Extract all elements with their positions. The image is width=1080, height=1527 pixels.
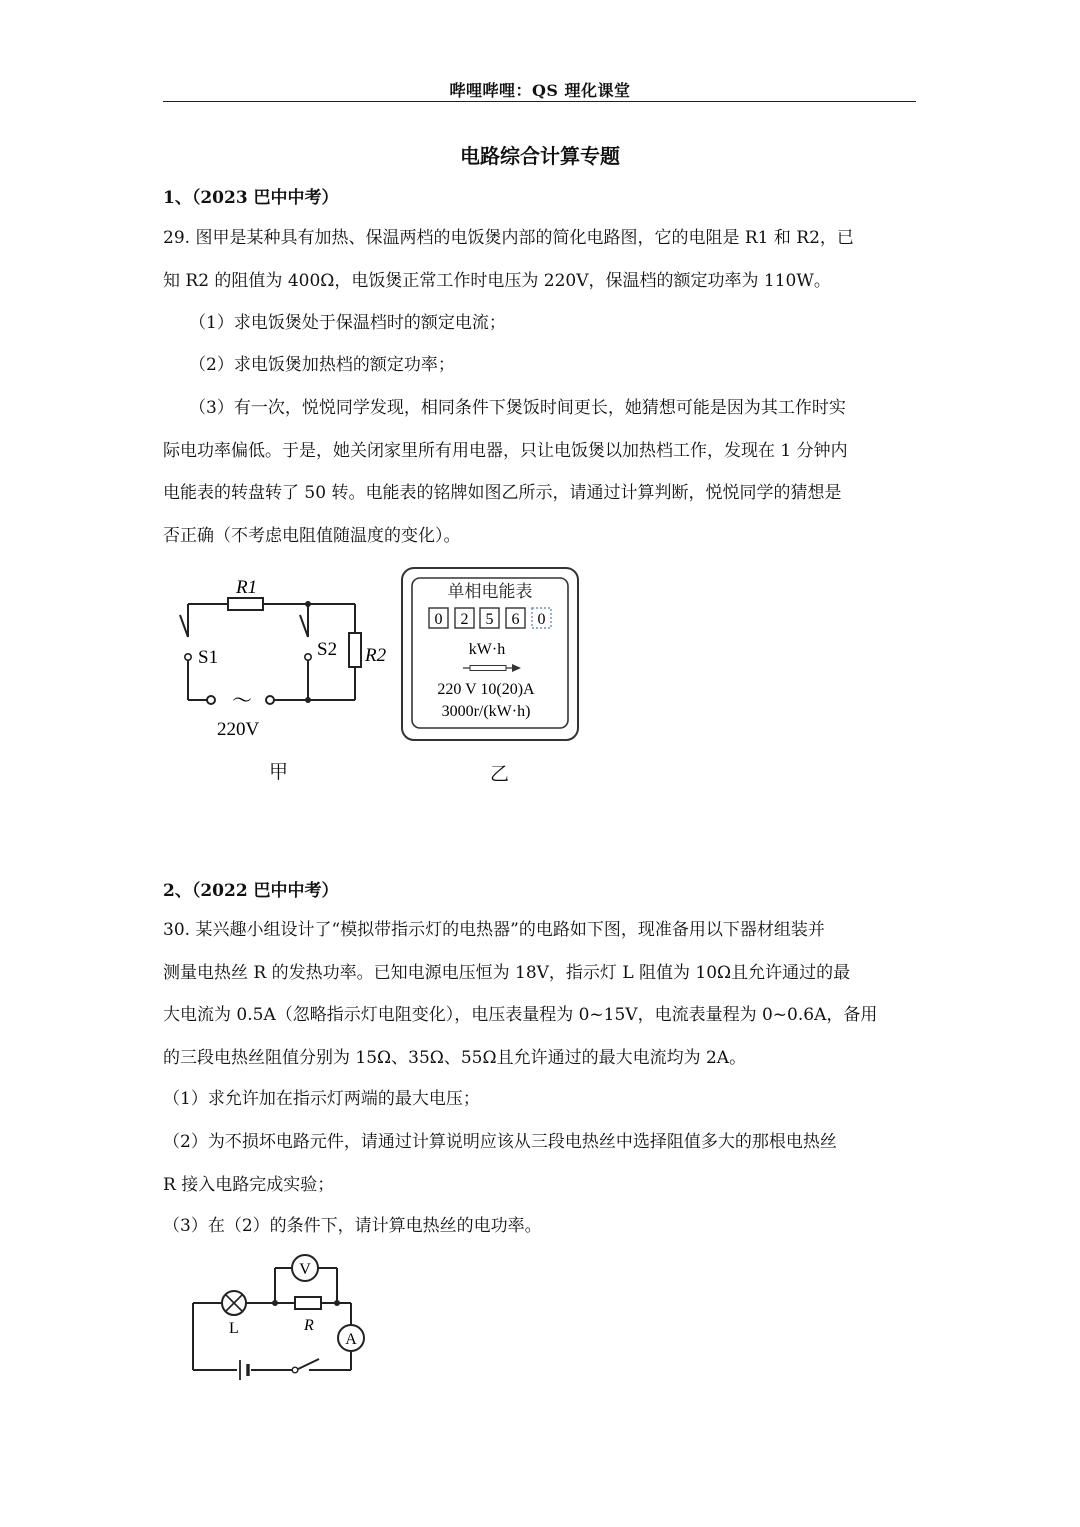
figure-heater-circuit: [170, 565, 400, 745]
figure-caption-jia: 甲: [269, 761, 289, 783]
meter-digit: 6: [511, 611, 520, 628]
q2-stem: 30. 某兴趣小组设计了“模拟带指示灯的电热器”的电路如下图，现准备用以下器材组装并 测量电热丝 R 的发热功率。已知电源电压恒为 18V，指示灯 L 阻值为 10Ω且允许通过的最 大电流为 0.5A（忽略指示灯电阻变化），电压表量程为 0~15V，电流表量程为 0~0.6A，备用 的三段电热丝阻值分别为 15Ω、35Ω、55Ω且允许通过的最大电流均为 2A。: [163, 920, 878, 1068]
label-s1: S1: [198, 647, 219, 668]
resistor-r: [295, 1297, 321, 1309]
label-220v: 220V: [217, 719, 260, 740]
q2-part-1: （1）求允许加在指示灯两端的最大电压；: [163, 1089, 480, 1109]
q2-source: 2、（2022 巴中中考）: [163, 881, 339, 901]
voltmeter-label: V: [299, 1261, 311, 1278]
switch-s2: [300, 615, 308, 637]
meter-unit: kW·h: [468, 641, 506, 658]
q2-part-2: （2）为不损坏电路元件，请通过计算说明应该从三段电热丝中选择阻值多大的那根电热丝 R 接入电路完成实验；: [163, 1132, 837, 1195]
lamp-label: L: [229, 1320, 239, 1337]
q1-stem-line-1: 29. 图甲是某种具有加热、保温两档的电饭煲内部的简化电路图，它的电阻是 R1 和 R2，已: [163, 228, 854, 248]
figure-indicator-heater-circuit: [185, 1250, 370, 1385]
rotating-disc-arrow-icon: [463, 664, 521, 672]
meter-constant: 3000r/(kW·h): [441, 703, 531, 720]
page-header: 哔哩哔哩：QS 理化课堂: [449, 81, 631, 100]
q1-stem-line-2: 知 R2 的阻值为 400Ω，电饭煲正常工作时电压为 220V，保温档的额定功率为 110W。: [163, 270, 831, 291]
battery-icon: [240, 1360, 248, 1380]
q1-part-2: （2）求电饭煲加热档的额定功率；: [189, 355, 455, 375]
q1-source: 1、（2023 巴中中考）: [163, 188, 339, 208]
ammeter-label: A: [345, 1331, 357, 1348]
q1-part-3: （3）有一次，悦悦同学发现，相同条件下煲饭时间更长，她猜想可能是因为其工作时实 际电功率偏低。于是，她关闭家里所有用电器，只让电饭煲以加热档工作，发现在 1 分钟内 电能表的转盘转了 50 转。电能表的铭牌如图乙所示，请通过计算判断，悦悦同学的猜想是 否正确（不考虑电阻值随温度的变化）。: [163, 398, 848, 546]
meter-digit: 0: [537, 611, 546, 628]
q1-part-1: （1）求电饭煲处于保温档时的额定电流；: [189, 313, 506, 333]
lamp-icon: [222, 1291, 246, 1315]
ac-symbol: ～: [232, 690, 252, 712]
label-r1: R1: [236, 577, 258, 598]
meter-digit: 5: [485, 611, 494, 628]
figure-caption-yi: 乙: [490, 763, 510, 785]
resistor-r2: [349, 633, 361, 667]
switch-s1: [180, 615, 188, 637]
label-s2: S2: [317, 639, 338, 660]
resistor-r1: [228, 598, 263, 610]
switch-icon: [296, 1359, 319, 1370]
page-title: 电路综合计算专题: [460, 144, 620, 168]
q1-stem: [163, 217, 916, 302]
meter-digit: 0: [434, 611, 443, 628]
header-rule: [163, 101, 916, 102]
label-r2: R2: [365, 645, 387, 666]
q2-part-3: （3）在（2）的条件下，请计算电热丝的电功率。: [163, 1216, 542, 1236]
meter-digit: 2: [460, 611, 469, 628]
figure-energy-meter: [400, 566, 582, 742]
meter-title: 单相电能表: [447, 582, 533, 601]
meter-rating: 220 V 10(20)A: [437, 681, 535, 698]
resistor-label: R: [304, 1317, 314, 1334]
